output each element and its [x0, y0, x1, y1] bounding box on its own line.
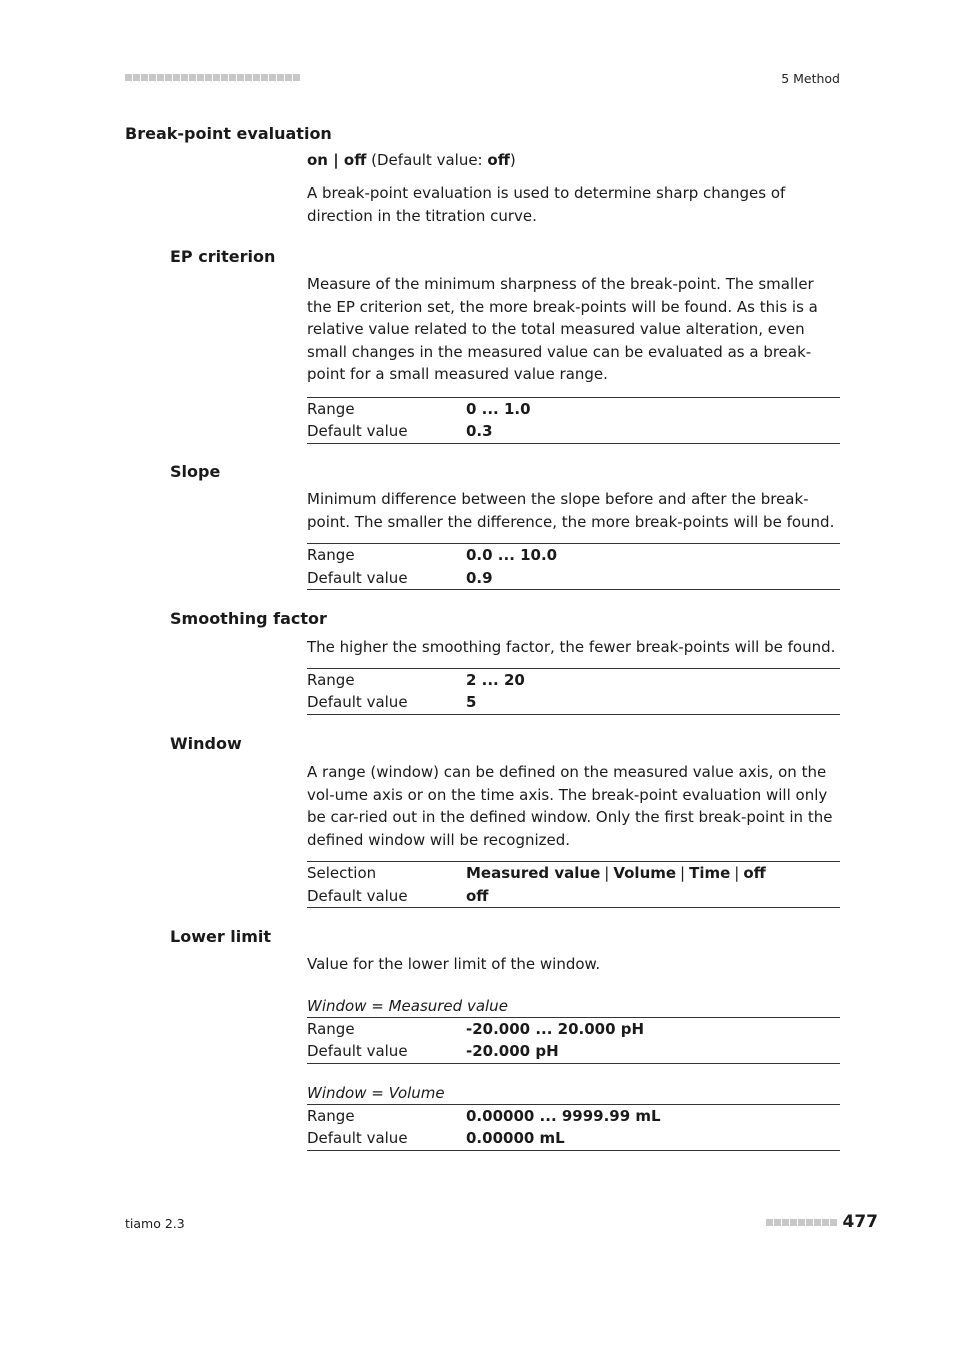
option-volume: Volume [613, 864, 677, 882]
window-description: A range (window) can be defined on the measured value axis, on the vol-ume axis or on the time axis. The break-point evaluation will only be car-ried out in the defined window. Only the first break-point in the defined window will be recognized. [307, 763, 833, 849]
default-value: 5 [466, 693, 477, 711]
range-label: Range [307, 1106, 355, 1125]
param-window [307, 761, 840, 908]
option-off: off [743, 864, 766, 882]
slope-description: Minimum difference between the slope before and after the break-point. The smaller the difference, the more break-points will be found. [307, 490, 835, 531]
ep-criterion-table [307, 397, 840, 444]
default-label: Default value [307, 1129, 408, 1147]
footer-product: tiamo 2.3 [125, 1216, 185, 1231]
header-decoration [125, 74, 300, 81]
range-label: Range [307, 670, 355, 689]
lower-limit-description: Value for the lower limit of the window. [307, 955, 601, 973]
range-value: -20.000 ... 20.000 pH [466, 1019, 645, 1038]
measured-value-caption: Window = Measured value [307, 996, 508, 1015]
default-value: -20.000 pH [466, 1042, 559, 1060]
table-row [307, 544, 840, 567]
table-row [307, 885, 840, 908]
option-separator: | [604, 864, 610, 882]
section-description: A break-point evaluation is used to determine sharp changes of direction in the titration curve. [307, 184, 786, 225]
range-label: Range [307, 546, 355, 564]
table-row [307, 862, 840, 885]
table-row [307, 691, 840, 714]
default-value: 0.9 [466, 568, 493, 587]
option-measured-value: Measured value [466, 864, 601, 882]
section-onoff [307, 150, 840, 170]
range-label: Range [307, 399, 355, 418]
range-value: 2 ... 20 [466, 670, 525, 689]
volume-caption: Window = Volume [307, 1083, 445, 1102]
section-title: Break-point evaluation [125, 124, 332, 143]
option-separator: | [680, 864, 686, 882]
smoothing-table [307, 668, 840, 715]
param-title-lower-limit: Lower limit [170, 927, 272, 946]
param-slope [307, 488, 840, 590]
param-title-smoothing-factor: Smoothing factor [170, 609, 327, 628]
range-label: Range [307, 1019, 355, 1038]
footer-page [766, 1212, 879, 1232]
onoff-values: on | off [307, 151, 367, 169]
window-table [307, 861, 840, 908]
ep-criterion-description: Measure of the minimum sharpness of the break-point. The smaller the EP criterion set, the more break-points will be found. As this is a relative value related to the total measured value alteration, even small changes in the measured value can be evaluated as a break-point for a small measured value range. [307, 275, 818, 383]
measured-value-table [307, 1017, 840, 1064]
page-number: 477 [842, 1212, 878, 1232]
table-row [307, 1017, 840, 1040]
default-label: Default value [307, 693, 408, 711]
footer-decoration [766, 1219, 837, 1226]
default-label: Default value [307, 886, 408, 905]
onoff-default-prefix: (Default value: [371, 151, 488, 169]
default-label: Default value [307, 1042, 408, 1060]
default-label: Default value [307, 568, 408, 587]
range-value: 0 ... 1.0 [466, 399, 531, 418]
default-label: Default value [307, 422, 408, 440]
chapter-title: 5 Method [781, 71, 840, 86]
selection-options [466, 862, 840, 885]
param-title-window: Window [170, 734, 242, 753]
selection-label: Selection [307, 864, 377, 882]
default-value: 0.3 [466, 422, 493, 440]
volume-table [307, 1104, 840, 1151]
param-title-slope: Slope [170, 462, 221, 481]
table-row [307, 397, 840, 420]
table-row [307, 420, 840, 443]
table-row [307, 668, 840, 691]
param-smoothing-factor [307, 636, 840, 715]
slope-table [307, 543, 840, 590]
option-separator: | [734, 864, 740, 882]
default-value: off [466, 886, 489, 905]
param-title-ep-criterion: EP criterion [170, 247, 276, 266]
param-ep-criterion [307, 273, 840, 444]
table-row [307, 1040, 840, 1063]
section-description-block [307, 182, 840, 227]
table-row [307, 1127, 840, 1150]
range-value: 0.0 ... 10.0 [466, 546, 558, 564]
table-row [307, 1104, 840, 1127]
range-value: 0.00000 ... 9999.99 mL [466, 1106, 661, 1125]
param-lower-limit [307, 953, 840, 1151]
default-value: 0.00000 mL [466, 1129, 565, 1147]
option-time: Time [689, 864, 731, 882]
onoff-default-suffix: ) [509, 151, 516, 169]
table-row [307, 567, 840, 590]
onoff-default-value: off [487, 151, 510, 169]
smoothing-description: The higher the smoothing factor, the fewer break-points will be found. [307, 638, 836, 656]
